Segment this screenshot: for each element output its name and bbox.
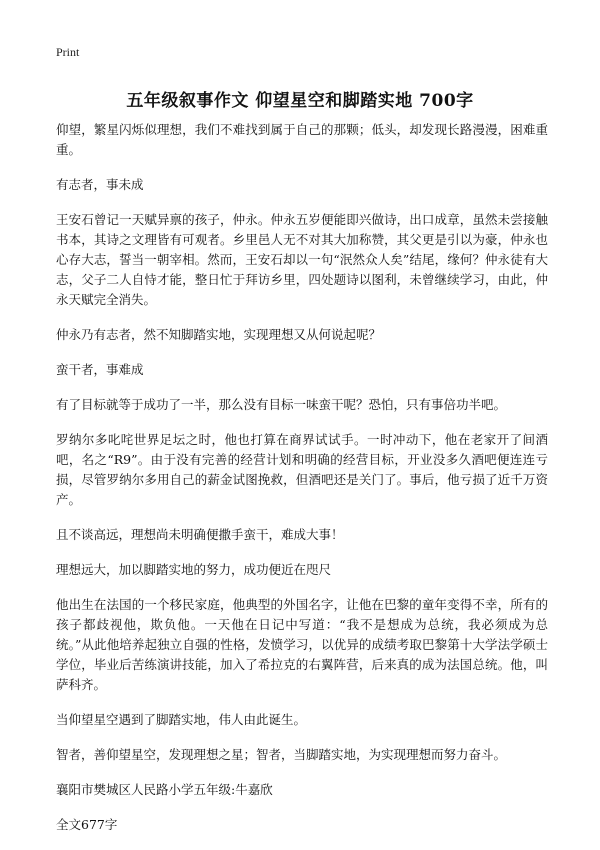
paragraph: 仲永乃有志者，然不知脚踏实地，实现理想又从何说起呢？ <box>56 327 382 342</box>
paragraph: 罗纳尔多叱咤世界足坛之时，他也打算在商界试试手。一时冲动下，他在老家开了间酒吧，名之“R9”。由于没有完善的经营计划和明确的经营目标，开业没多久酒吧便连连亏损，尽管罗纳尔多用自己的薪金试图挽救，但酒吧还是关门了。事后，他亏损了近千万资产。 <box>56 432 548 507</box>
section-heading: 有志者，事未成 <box>56 177 144 192</box>
paragraph: 他出生在法国的一个移民家庭，他典型的外国名字，让他在巴黎的童年变得不幸，所有的孩子都歧视他，欺负他。一天他在日记中写道：“我不是想成为总统，我必须成为总统。”从此他培养起独立自强的性格，发愤学习，以优异的成绩考取巴黎第十大学法学硕士学位，毕业后苦练演讲技能，加入了希拉克的右翼阵营，后来真的成为法国总统。他，叫萨科齐。 <box>56 597 548 692</box>
paragraph: 有了目标就等于成功了一半，那么没有目标一味蛮干呢？恐怕，只有事倍功半吧。 <box>56 397 507 412</box>
paragraph: 当仰望星空遇到了脚踏实地，伟人由此诞生。 <box>56 712 307 727</box>
print-link[interactable]: Print <box>56 45 80 59</box>
article-title: 五年级叙事作文 仰望星空和脚踏实地 700字 <box>126 91 474 111</box>
word-count: 全文677字 <box>56 817 118 832</box>
paragraph: 王安石曾记一天赋异禀的孩子，仲永。仲永五岁便能即兴做诗，出口成章，虽然未尝接触书本，其诗之文理皆有可观者。乡里邑人无不对其大加称赞，其父更是引以为豪，仲永也心存大志，誓当一朝宰相。然而，王安石却以一句“泯然众人矣”结尾，缘何？仲永徒有大志，父子二人自恃才能，整日忙于拜访乡里，四处题诗以图利，未曾继续学习，由此，仲永天赋完全消失。 <box>56 212 548 307</box>
section-heading: 蛮干者，事难成 <box>56 362 144 377</box>
article-body <box>56 120 548 850</box>
paragraph: 且不谈高远，理想尚未明确便撒手蛮干，难成大事！ <box>56 527 344 542</box>
paragraph-intro: 仰望，繁星闪烁似理想，我们不难找到属于自己的那颗；低头，却发现长路漫漫，困难重重。 <box>56 122 548 157</box>
paragraph-conclusion: 智者，善仰望星空，发现理想之星；智者，当脚踏实地，为实现理想而努力奋斗。 <box>56 747 507 762</box>
author-line: 襄阳市樊城区人民路小学五年级:牛嘉欣 <box>56 782 273 797</box>
section-heading: 理想远大，加以脚踏实地的努力，成功便近在咫尺 <box>56 562 332 577</box>
